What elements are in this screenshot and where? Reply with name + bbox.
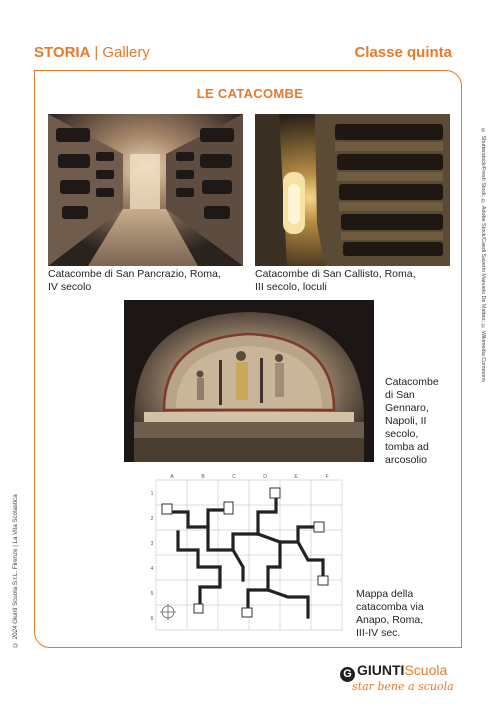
map-row-label: 1 — [150, 491, 154, 497]
caption-line: Gennaro, — [385, 402, 429, 414]
photo-san-gennaro — [124, 300, 374, 462]
caption-line: Catacombe — [385, 376, 439, 388]
map-row-label: 4 — [150, 566, 154, 572]
map-row-label: 5 — [150, 591, 154, 597]
caption-line: IV secolo — [48, 281, 92, 293]
photo-credits: © Shutterstock/Fresh Stock; © Adobe Stock/Caedi Saverio Manuelo De Matteo; © Wikimedia Commons — [480, 128, 486, 382]
caption-line: arcosolio — [385, 454, 428, 466]
logo-wordmark — [340, 662, 447, 682]
map-row-label: 6 — [150, 616, 154, 622]
copyright-notice: © 2024 Giunti Scuola S.r.L. Firenze | La Vita Scolastica — [12, 494, 19, 648]
map-col-label: C — [232, 474, 236, 480]
map-row-label: 3 — [150, 541, 154, 547]
map-col-label: B — [201, 474, 205, 480]
photo-san-callisto — [255, 114, 450, 266]
caption-san-pancrazio — [48, 268, 248, 294]
page-title: LE CATACOMBE — [196, 86, 304, 101]
caption-map — [356, 588, 456, 640]
caption-line: Napoli, II — [385, 415, 427, 427]
logo-brand: GIUNTI — [357, 662, 405, 678]
caption-line: di San — [385, 389, 415, 401]
logo-brand-suffix: Scuola — [404, 662, 448, 678]
caption-san-gennaro — [385, 376, 465, 467]
catacomb-map — [148, 472, 348, 637]
caption-line: III secolo, loculi — [255, 281, 327, 293]
caption-line: Catacombe di San Pancrazio, Roma, — [48, 268, 221, 280]
map-col-label: F — [325, 474, 329, 480]
map-col-label: D — [263, 474, 267, 480]
caption-san-callisto — [255, 268, 455, 294]
page-header — [34, 44, 452, 70]
caption-line: secolo, — [385, 428, 419, 440]
map-col-label: A — [170, 474, 174, 480]
caption-line: Mappa della — [356, 588, 414, 600]
map-col-label: E — [294, 474, 298, 480]
header-subsection: Gallery — [102, 44, 150, 61]
map-row-label: 2 — [150, 516, 154, 522]
header-grade: Classe quinta — [354, 44, 452, 61]
caption-line: Anapo, Roma, — [356, 614, 424, 626]
giunti-scuola-logo — [340, 662, 470, 696]
caption-line: III-IV sec. — [356, 627, 401, 639]
header-breadcrumb — [34, 44, 150, 61]
logo-tagline: star bene a scuola — [352, 680, 454, 693]
caption-line: tomba ad — [385, 441, 429, 453]
header-separator: | — [94, 44, 99, 61]
caption-line: Catacombe di San Callisto, Roma, — [255, 268, 416, 280]
caption-line: catacomba via — [356, 601, 424, 613]
giunti-g-icon: G — [340, 667, 355, 682]
photo-san-pancrazio — [48, 114, 243, 266]
header-section: STORIA — [34, 44, 91, 61]
